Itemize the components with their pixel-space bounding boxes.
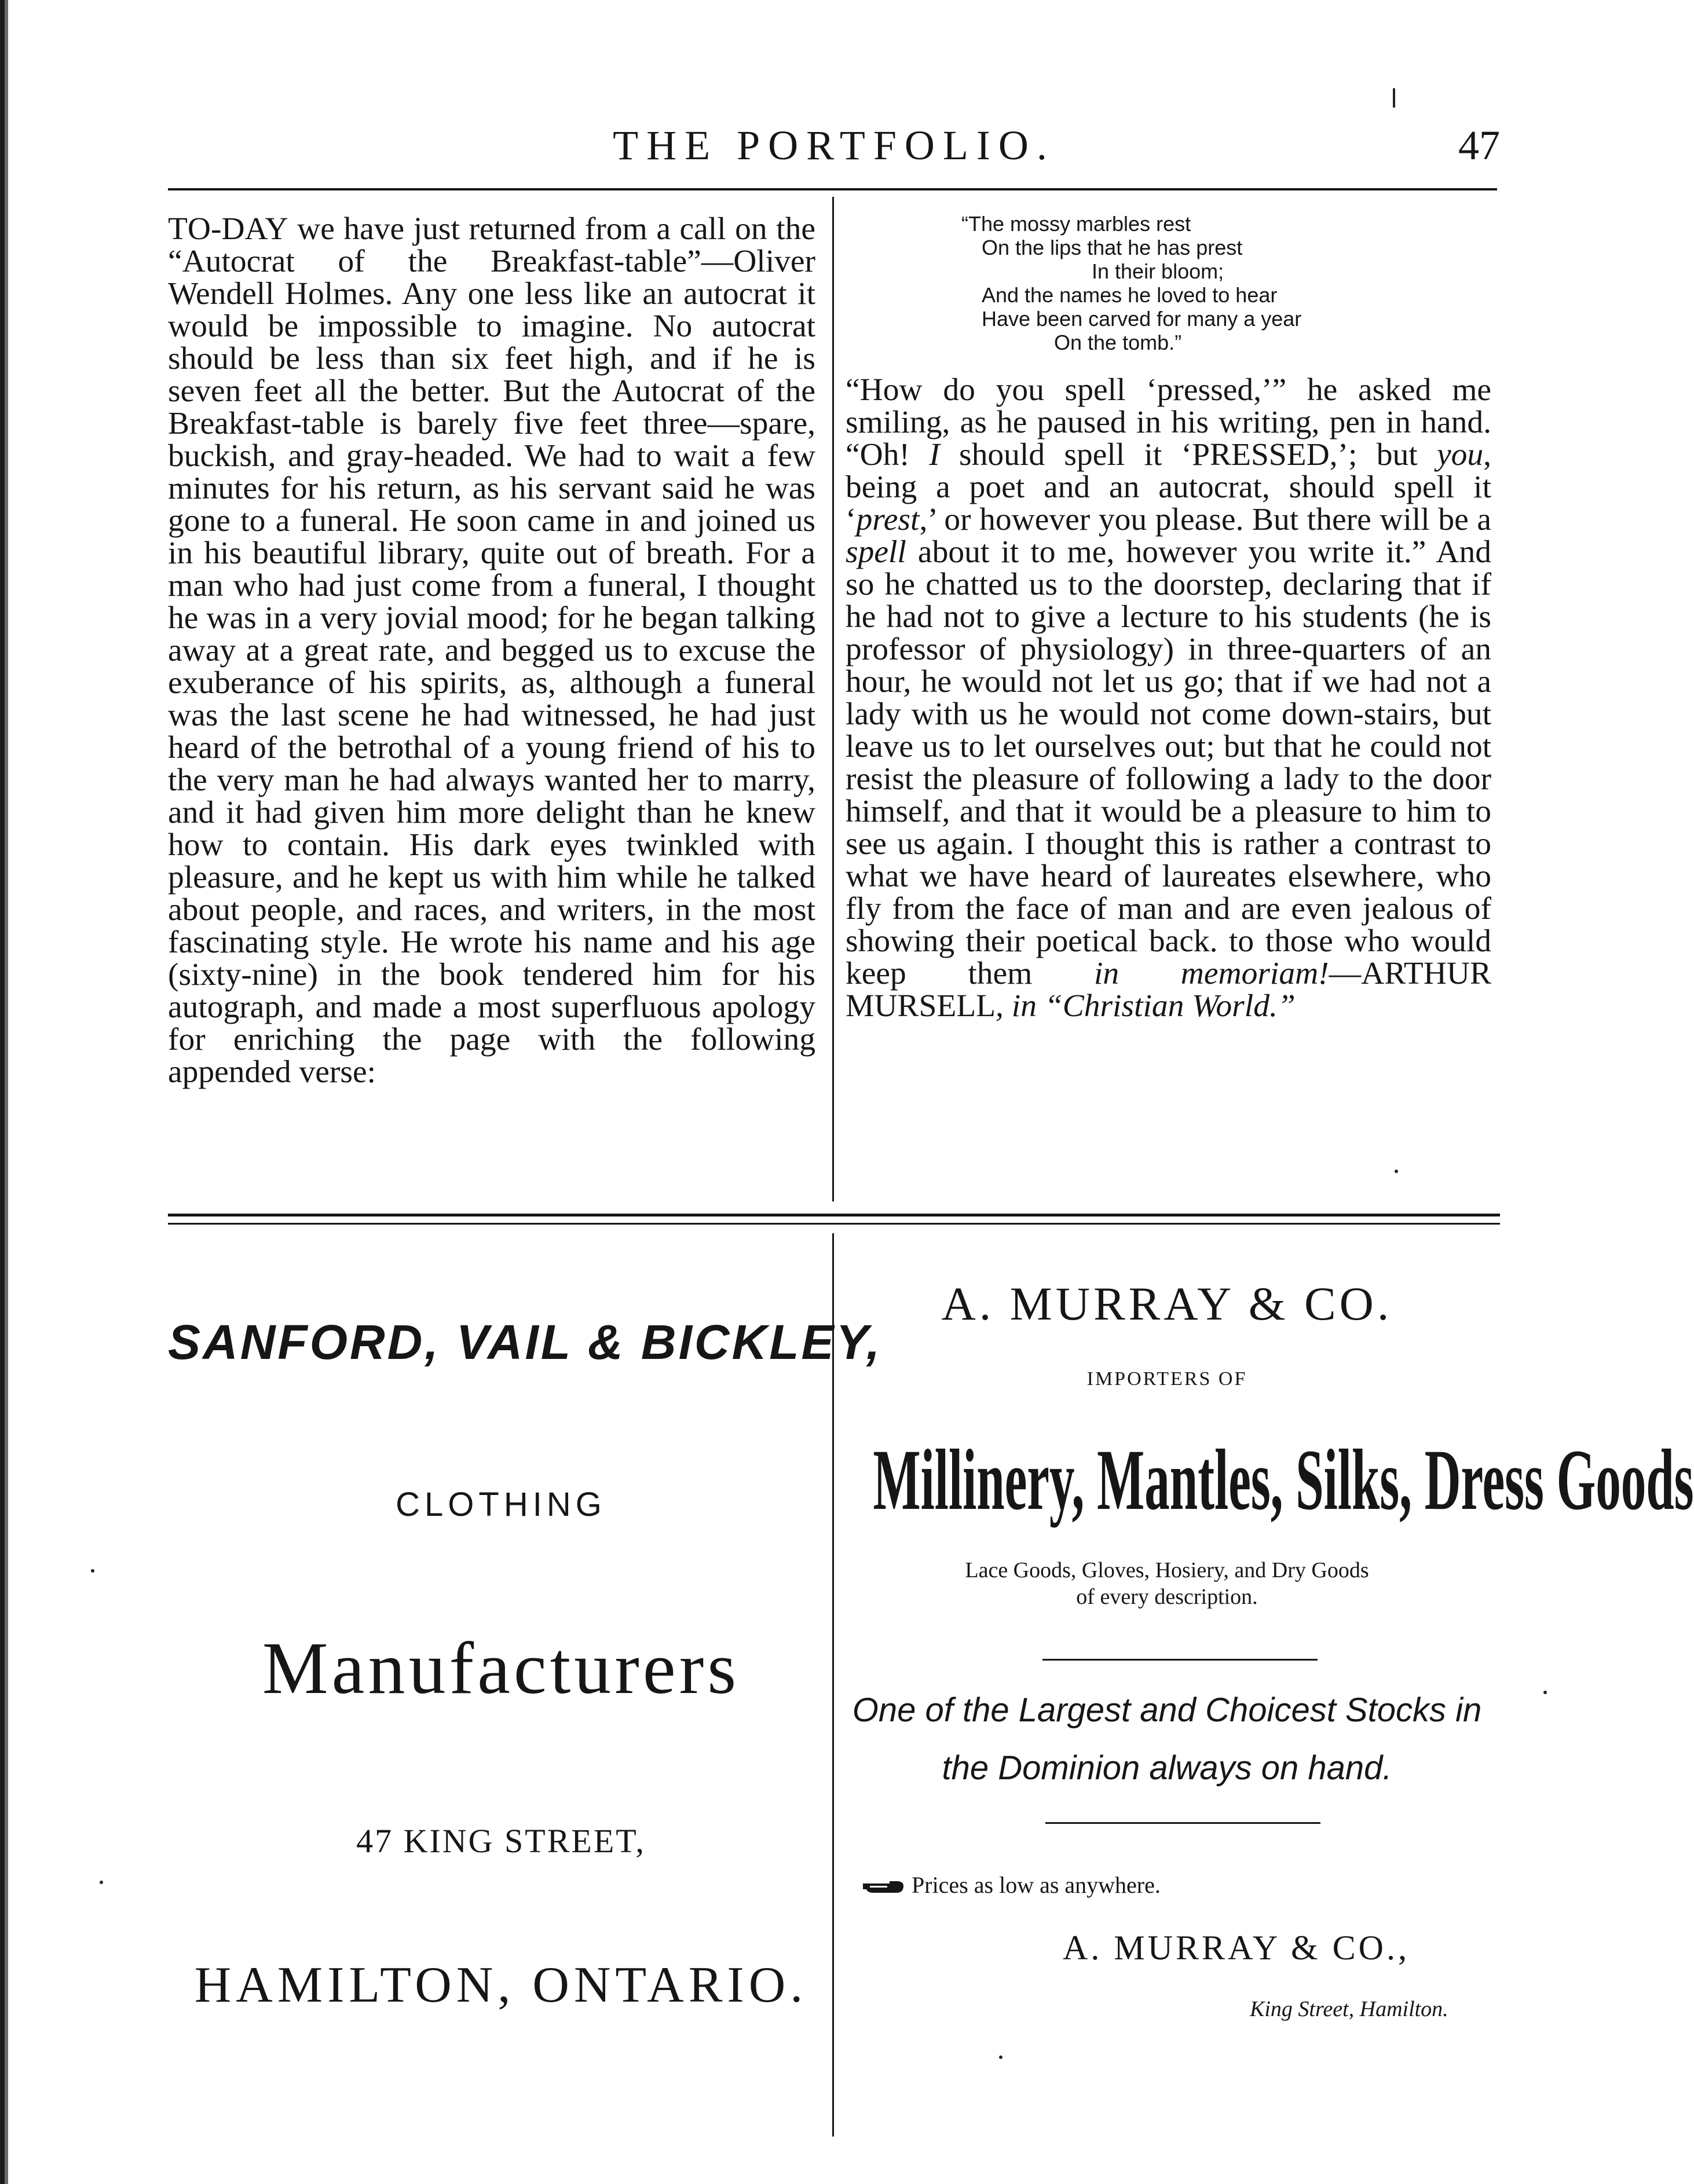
article-paragraph-1: TO-DAY we have just returned from a call on the “Autocrat of the Breakfast-table”—Oliver Wendell Holmes. Any one less like an autocrat it would be impossible to imagine. No autocrat should be less than six feet high, and if he is seven feet all the better. But the Autocrat of the Breakfast-table is barely five feet three—spare, buckish, and gray-headed. We had to wait a few minutes for his return, as his servant said he was gone to a funeral. He soon came in and joined us in his beautiful library, quite out of breath. For a man who had just come from a funeral, I thought he was in a very jovial mood; for he began talking away at a great rate, and begged us to excuse the exuberance of his spirits, as, although a funeral was the last scene he had witnessed, he had just heard of the betrothal of a young friend of his to the very man he had always wanted her to marry, and it had given him more delight than he knew how to contain. His dark eyes twinkled with pleasure, and he kept us with him while he talked about people, and races, and writers, in the most fascinating style. He wrote his name and his age (sixty-nine) in the book tendered him for his autograph, and made a most superfluous apology for enriching the page with the following appended verse:: [168, 211, 815, 1090]
ad-sanford-address: 47 KING STREET,: [356, 1822, 646, 1860]
ad-sanford-city: HAMILTON, ONTARIO.: [194, 1957, 808, 2013]
ad-murray-slogan-1: One of the Largest and Choicest Stocks in: [852, 1691, 1482, 1729]
page-number: 47: [1458, 122, 1500, 168]
ad-murray-rule-2: [1045, 1822, 1320, 1824]
verse-line: “The mossy marbles rest: [961, 212, 1191, 236]
scan-speck: [1543, 1691, 1547, 1694]
article-left-column: [168, 213, 815, 1089]
article-author: ARTHUR MURSELL: [846, 956, 1492, 1024]
ads-top-rule-2: [168, 1223, 1500, 1225]
scan-speck: [1393, 88, 1395, 108]
article-paragraph-2: “How do you spell ‘pressed,’” he asked me smiling, as he paused in his writing, pen in hand. “Oh! I should spell it ‘PRESSED,’; but you, being a poet and an autocrat, should spell it ‘prest,’ or however you please. But there will be a spell about it to me, however you write it.” And so he chatted us to the doorstep, declaring that if he had not to give a lecture to his students (he is professor of physiology) in three-quarters of an hour, he would not let us go; that if we had not a lady with us he would not come down-stairs, but leave us to let ourselves out; but that he could not resist the pleasure of following a lady to the door himself, and that it would be a pleasure to him to see us again. I thought this is rather a contrast to what we have heard of laureates elsewhere, who fly from the face of man and are even jealous of showing their poetical back. to those who would keep them in memoriam!—ARTHUR MURSELL, in “Christian World.”: [846, 372, 1492, 1024]
verse-line: Have been carved for many a year: [982, 307, 1302, 331]
column-divider: [832, 197, 834, 1201]
pointing-hand-icon: [862, 1874, 905, 1901]
article-source: “Christian World.”: [1036, 988, 1296, 1024]
verse-line: And the names he loved to hear: [982, 283, 1278, 307]
ad-murray-prices-line: Prices as low as anywhere.: [862, 1871, 1161, 1901]
article-right-column: [846, 374, 1491, 1023]
verse-line: In their bloom;: [1092, 259, 1224, 283]
verse-line: On the lips that he has prest: [982, 236, 1243, 259]
ad-sanford-company: SANFORD, VAIL & BICKLEY,: [168, 1315, 883, 1369]
ad-sanford-manufacturers: Manufacturers: [262, 1627, 740, 1709]
ad-murray-lace-line2: of every description.: [1076, 1585, 1258, 1609]
ad-murray-rule-1: [1042, 1659, 1318, 1661]
page-binding-edge: [0, 0, 13, 2184]
ad-murray-location: King Street, Hamilton.: [1250, 1997, 1448, 2021]
scan-speck: [999, 2055, 1003, 2059]
ad-murray-company: A. MURRAY & CO.: [941, 1277, 1393, 1330]
ad-murray-lace-line1: Lace Goods, Gloves, Hosiery, and Dry Goods: [965, 1558, 1369, 1582]
autograph-verse: [961, 212, 1301, 354]
journal-title: THE PORTFOLIO.: [613, 122, 1055, 168]
ad-sanford-clothing: CLOTHING: [396, 1486, 606, 1523]
scan-speck: [100, 1881, 103, 1884]
ad-murray-importers: IMPORTERS OF: [1086, 1368, 1247, 1390]
header-rule: [168, 188, 1497, 190]
ad-murray-company-repeat: A. MURRAY & CO.,: [1063, 1929, 1410, 1967]
ads-top-rule: [168, 1214, 1500, 1216]
ad-murray-goods: Millinery, Mantles, Silks, Dress Goods: [873, 1432, 1694, 1528]
scan-speck: [91, 1569, 94, 1573]
verse-line: On the tomb.”: [1054, 331, 1182, 354]
ad-murray-slogan-2: the Dominion always on hand.: [942, 1749, 1392, 1787]
running-header: [168, 122, 1500, 185]
scan-speck: [1395, 1170, 1398, 1173]
